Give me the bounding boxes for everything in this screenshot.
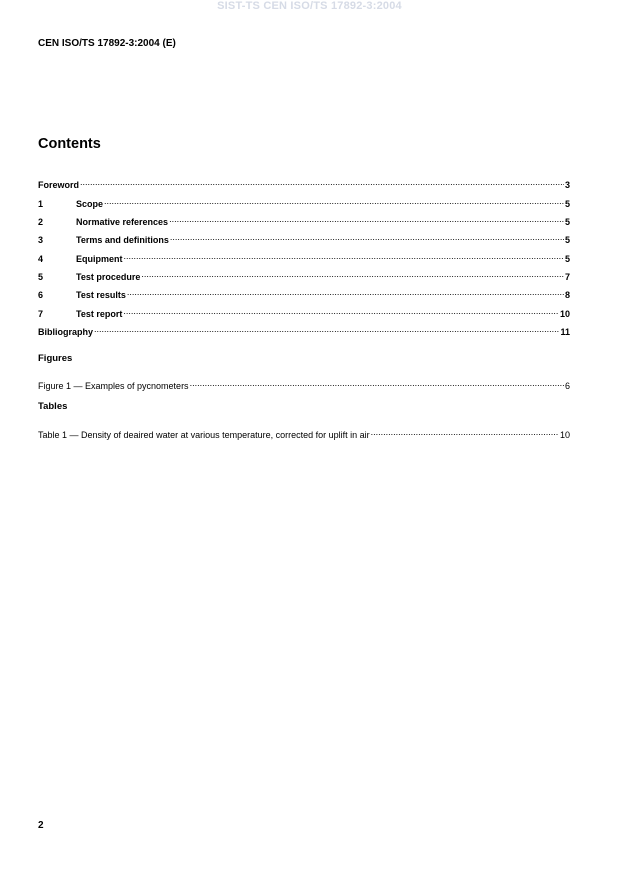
toc-leader-dots [104,195,564,207]
toc-leader-dots [94,323,559,335]
toc-leader-dots [123,305,559,317]
toc-leader-dots [371,426,559,438]
toc-leader-dots [127,286,564,298]
toc-entry-title: Bibliography [38,326,94,337]
toc-entry-title: Terms and definitions [76,235,169,245]
toc-entry-number: 1 [38,198,44,209]
figure-entry-title: Figure 1 — Examples of pycnometers [38,381,189,391]
toc-entry-title: Foreword [38,180,80,190]
toc-entry-title: Test results [76,290,126,300]
toc-entry-bibliography[interactable] [38,323,570,335]
toc-entry-page: 5 [564,217,570,227]
figures-heading: Figures [38,353,73,364]
toc-entry-title: Normative references [76,217,169,227]
toc-entry-normative-references[interactable] [38,213,570,225]
toc-entry-number: 5 [38,272,44,282]
toc-entry-page: 3 [564,180,570,190]
toc-entry-number: 2 [38,217,44,227]
toc-entry-page: 8 [564,290,570,300]
toc-entry-test-procedure[interactable] [38,268,570,280]
page-title: Contents [38,136,101,152]
toc-entry-title: Scope [76,198,104,209]
table-entry-title: Table 1 — Density of deaired water at various temperature, corrected for uplift in air [38,430,370,440]
toc-entry-scope[interactable] [38,195,570,207]
toc-entry-page: 7 [564,272,570,282]
toc-entry-title: Test report [76,308,123,319]
toc-entry-title: Equipment [76,253,123,264]
toc-entry-foreword[interactable] [38,176,570,188]
toc-entry-equipment[interactable] [38,250,570,262]
figure-entry-page: 6 [564,381,570,391]
toc-entry-page: 5 [564,253,570,264]
figure-entry[interactable] [38,377,570,389]
toc-entry-title: Test procedure [76,272,141,282]
document-id: CEN ISO/TS 17892-3:2004 (E) [38,38,176,49]
toc-entry-test-results[interactable] [38,286,570,298]
toc-leader-dots [169,213,564,225]
toc-entry-number: 7 [38,308,44,319]
table-entry-page: 10 [559,430,570,440]
toc-leader-dots [170,231,564,243]
watermark: SIST-TS CEN ISO/TS 17892-3:2004 [217,0,402,12]
table-entry[interactable] [38,426,570,438]
toc-entry-number: 4 [38,253,44,264]
toc-leader-dots [190,377,564,389]
toc-entry-page: 11 [560,326,570,337]
toc-entry-terms-and-definitions[interactable] [38,231,570,243]
toc-leader-dots [80,176,564,188]
page-number: 2 [38,820,44,831]
toc-leader-dots [124,250,564,262]
toc-leader-dots [141,268,564,280]
toc-entry-test-report[interactable] [38,305,570,317]
toc-entry-page: 10 [559,308,570,319]
toc-entry-page: 5 [564,235,570,245]
toc-entry-number: 3 [38,235,44,245]
toc-entry-page: 5 [564,198,570,209]
toc-entry-number: 6 [38,290,44,300]
tables-heading: Tables [38,401,68,412]
